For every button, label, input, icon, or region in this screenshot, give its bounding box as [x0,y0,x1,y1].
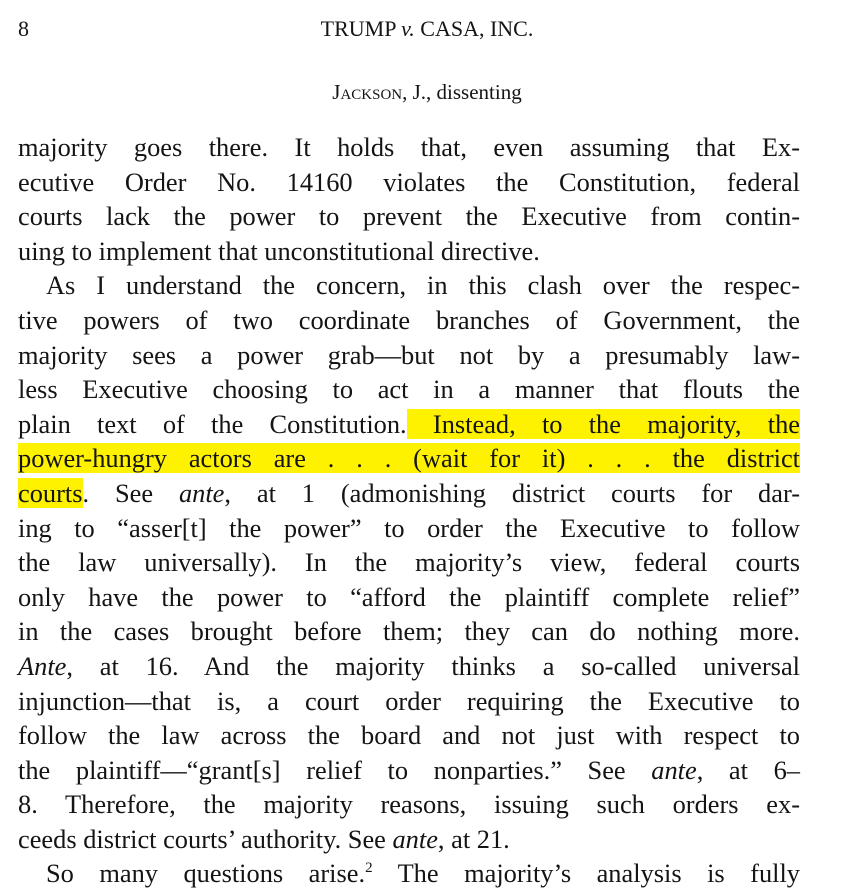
text-line: uing to implement that unconstitutional directive. [18,235,540,266]
case-title-versus: v. [401,16,415,41]
text-line [18,441,800,476]
text-line: injunction—that is, a court order requiring the Executive to [18,685,800,716]
italic-citation: ante [392,823,438,854]
text-line [18,822,800,857]
text-line [18,649,800,684]
case-title-part1: TRUMP [320,16,402,41]
opinion-body [18,130,800,891]
highlighted-text: power-hungry actors are . . . (wait for it) . . . the district [18,443,800,474]
case-title-part2: CASA, INC. [414,16,534,41]
running-head [0,14,854,44]
italic-citation: ante [178,477,225,508]
page-number: 8 [18,16,29,41]
text-segment: the plaintiff—“grant[s] relief to nonparties.” See [18,754,652,785]
text-segment: The majority’s analysis is fully [372,858,800,889]
opinion-label [0,78,854,106]
text-segment: , at 16. And the majority thinks a so-called universal [66,650,800,681]
text-line: tive powers of two coordinate branches of Government, the [18,304,800,335]
text-line: majority goes there. It holds that, even assuming that Ex- [18,132,800,162]
highlighted-text: Instead, to the majority, the [406,408,800,439]
opinion-author: Jackson [332,80,403,104]
text-line [18,856,800,891]
text-line: As I understand the concern, in this clash over the respec- [46,270,800,301]
text-line: majority sees a power grab—but not by a presumably law- [18,339,800,370]
text-segment: , at 1 (admonishing district courts for dar- [224,477,800,508]
text-segment: So many questions arise. [46,858,366,889]
text-segment: . See [82,477,179,508]
italic-citation: Ante [18,650,67,681]
text-line: the law universally). In the majority’s view, federal courts [18,547,800,578]
text-segment: , at 6– [696,754,800,785]
text-line: ing to “asser[t] the power” to order the Executive to follow [18,512,800,543]
footnote-marker[interactable]: 2 [365,860,373,877]
highlighted-text: courts [18,477,83,508]
text-segment: ceeds district courts’ authority. See [18,823,393,854]
text-line [18,753,800,788]
text-line: follow the law across the board and not just with respect to [18,720,800,751]
text-line: less Executive choosing to act in a manner that flouts the [18,374,800,405]
text-segment: plain text of the Constitution. [18,408,407,439]
text-line: only have the power to “afford the plaintiff complete relief” [18,581,800,612]
text-line: ecutive Order No. 14160 violates the Constitution, federal [18,166,800,197]
text-line: in the cases brought before them; they can do nothing more. [18,616,800,647]
text-line [18,407,800,442]
text-line: courts lack the power to prevent the Executive from contin- [18,201,800,232]
text-line: 8. Therefore, the majority reasons, issuing such orders ex- [18,789,800,820]
opinion-suffix: , J., dissenting [402,80,522,104]
text-segment: , at 21. [437,823,510,854]
italic-citation: ante [651,754,697,785]
text-line [18,476,800,511]
